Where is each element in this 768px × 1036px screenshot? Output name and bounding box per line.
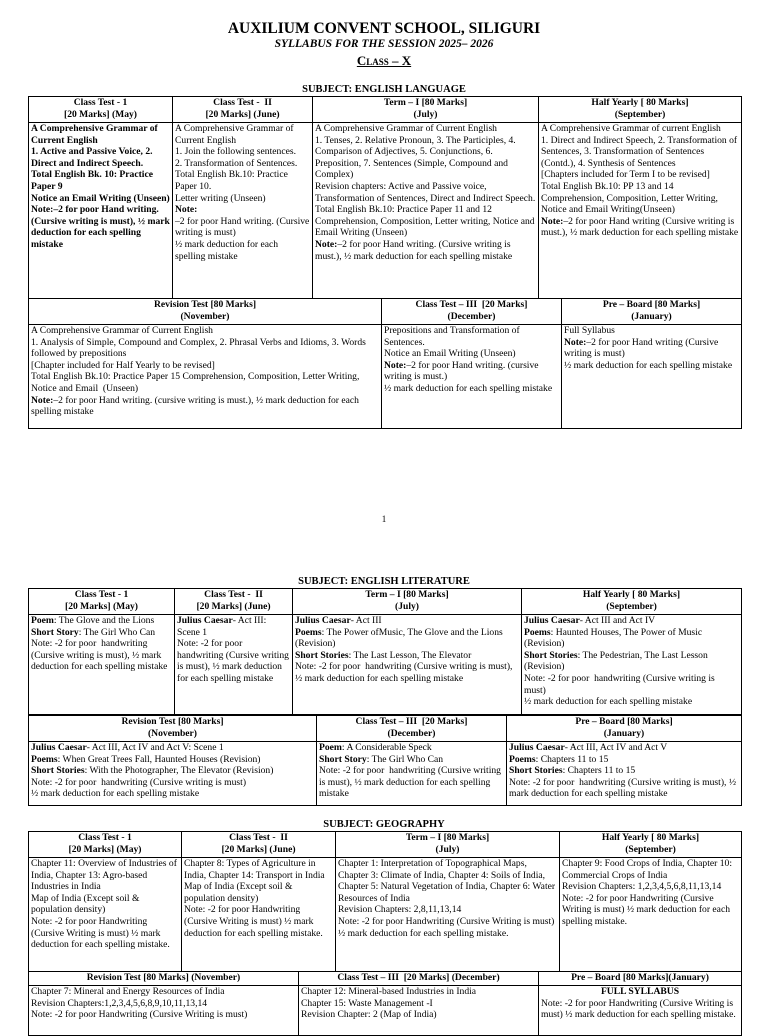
line-label: Poem [319, 742, 342, 753]
header-line: Half Yearly [ 80 Marks] [582, 589, 681, 600]
syllabus-line [315, 135, 536, 181]
syllabus-line [524, 696, 739, 708]
syllabus-line [31, 371, 379, 394]
line-label: Poems [31, 753, 58, 765]
exam-header [313, 97, 539, 123]
syllabus-line [301, 986, 536, 998]
syllabus-line [31, 146, 170, 169]
line-label: Julius Caesar [177, 615, 233, 626]
syllabus-cell [382, 325, 562, 429]
line-text: Note: -2 for poor handwriting (Cursive writing is must), ½ mark deduction for each spelling mistake [295, 661, 515, 684]
exam-header [29, 299, 382, 325]
line-text: : Haunted Houses, The Power of Music (Revision) [524, 626, 705, 650]
line-text: : The Pedestrian, The Last Lesson (Revision) [524, 649, 711, 673]
syllabus-line [301, 998, 536, 1010]
line-text: A Comprehensive Grammar of Current English [31, 123, 161, 146]
header-line: (January) [603, 727, 645, 739]
line-text: Map of India (Except soil & population density) [31, 892, 142, 916]
header-line: Class Test - 1 [74, 589, 129, 600]
line-text: Notice an Email Writing (Unseen) [31, 192, 170, 204]
line-text: Note: -2 for poor Handwriting (Cursive Writing is must) ½ mark deduction for each spelling mistake. [184, 904, 323, 939]
line-text: ½ mark deduction for each spelling mistake [31, 788, 200, 800]
syllabus-line [384, 325, 559, 348]
syllabus-line [31, 893, 179, 916]
school-name: AUXILIUM CONVENT SCHOOL, SILIGURI [227, 20, 541, 37]
header-line: Term – I [80 Marks] [405, 832, 490, 843]
geography-table [28, 831, 742, 972]
line-text: : A Considerable Speck [341, 742, 432, 753]
syllabus-line [31, 638, 172, 673]
syllabus-content-row [29, 986, 742, 1036]
header-line: (December) [387, 727, 436, 739]
header-line: (July) [413, 108, 438, 120]
line-text: Total English Bk.10: Practice Paper 10. [175, 169, 291, 192]
syllabus-cell [507, 742, 742, 806]
line-label: Note: [541, 215, 564, 227]
line-text: A Comprehensive Grammar of Current English [31, 325, 213, 336]
exam-header [173, 97, 313, 123]
header-line: Term – I [80 Marks] [365, 589, 449, 600]
syllabus-line [31, 754, 314, 766]
header-line: Class Test – III [20 Marks] [355, 716, 468, 727]
line-label: Short Story [31, 626, 79, 638]
syllabus-line [31, 788, 314, 800]
syllabus-line [319, 742, 504, 754]
line-text: Prepositions and Transformation of Sentences. [384, 325, 523, 348]
line-label: Poem [31, 615, 54, 626]
syllabus-line [315, 239, 536, 262]
line-text: Full Syllabus [564, 325, 615, 336]
line-text: Total English Bk.10: Practice Paper 11 and 12 Comprehension, Composition, Letter writing, Notice and Email Writing (Unseen) [315, 204, 537, 239]
line-text: : Chapters 11 to 15 [535, 753, 609, 765]
line-text: Total English Bk.10: PP 13 and 14 Comprehension, Composition, Letter Writing, Notice and Email Writing(Unseen) [541, 180, 721, 216]
syllabus-content-row [29, 858, 742, 972]
line-text: - Act III: Scene 1 [177, 615, 269, 638]
syllabus-line [175, 216, 310, 239]
header-line: [20 Marks] (May) [64, 108, 137, 120]
exam-header [29, 972, 299, 986]
syllabus-cell [29, 615, 175, 715]
header-line: Class Test - II [204, 589, 263, 600]
syllabus-line [384, 383, 559, 395]
syllabus-line [564, 325, 739, 337]
page-number: 1 [381, 514, 387, 524]
header-line: (November) [147, 727, 197, 739]
syllabus-line [524, 627, 739, 650]
line-text: Total English Bk.10: Practice Paper 15 Comprehension, Composition, Letter Writing, Notice and Email (Unseen) [31, 371, 362, 394]
exam-header [29, 589, 175, 615]
exam-header [507, 716, 742, 742]
syllabus-cell [539, 986, 742, 1036]
english-literature-table-lower [28, 715, 742, 806]
header-line: Half Yearly [ 80 Marks] [601, 832, 700, 843]
syllabus-cell [317, 742, 507, 806]
syllabus-cell [560, 858, 742, 972]
syllabus-cell [173, 123, 313, 299]
header-line: (November) [180, 310, 230, 322]
header-line: [20 Marks] (May) [68, 843, 142, 855]
line-text: Note: -2 for poor handwriting (Cursive writing is must), ½ mark deduction for each spelling mistake [319, 765, 504, 800]
exam-header [299, 972, 539, 986]
header-text: Pre – Board [80 Marks](January) [571, 972, 709, 983]
syllabus-line [184, 881, 333, 904]
syllabus-line [31, 998, 296, 1010]
syllabus-line [338, 916, 557, 939]
exam-header [182, 832, 336, 858]
header-line: Pre – Board [80 Marks] [575, 716, 673, 727]
line-text: ½ mark deduction for each spelling mistake [564, 359, 733, 371]
syllabus-cell [175, 615, 293, 715]
line-text: Chapter 9: Food Crops of India, Chapter 10: Commercial Crops of India [562, 858, 735, 881]
syllabus-line [31, 395, 379, 418]
header-line: Revision Test [80 Marks] [121, 716, 224, 727]
exam-header [175, 589, 293, 615]
syllabus-line [175, 158, 310, 170]
line-text: : The Glove and the Lions [53, 615, 155, 626]
syllabus-cell [299, 986, 539, 1036]
exam-header [29, 716, 317, 742]
exam-header [336, 832, 560, 858]
line-text: 1. Join the following sentences. [175, 146, 296, 158]
exam-header [539, 972, 742, 986]
syllabus-line [175, 204, 310, 216]
english-language-table-lower [28, 298, 742, 429]
syllabus-line [31, 777, 314, 789]
line-text: Note: -2 for poor handwriting (Cursive writing is must) [524, 672, 718, 696]
header-line: (September) [614, 108, 666, 120]
exam-header [560, 832, 742, 858]
syllabus-line [524, 650, 739, 673]
header-text: Revision Test [80 Marks] (November) [86, 972, 241, 983]
exam-header [317, 716, 507, 742]
syllabus-line [338, 904, 557, 916]
syllabus-line [31, 1009, 296, 1021]
line-text: : The Girl Who Can [366, 753, 444, 765]
syllabus-line [184, 858, 333, 881]
exam-header [522, 589, 742, 615]
header-line: [20 Marks] (May) [65, 600, 138, 612]
term-header-row [29, 97, 742, 123]
line-text: [Chapters included for Term I to be revised] [541, 169, 710, 181]
exam-header [539, 97, 742, 123]
line-label: Short Story [319, 753, 367, 765]
syllabus-line [31, 986, 296, 998]
line-text: A Comprehensive Grammar of Current English [315, 123, 497, 134]
syllabus-line [562, 881, 739, 893]
header-line: Pre – Board [80 Marks] [602, 299, 701, 310]
line-text: Revision Chapters: 2,8,11,13,14 [338, 904, 462, 916]
syllabus-line [541, 123, 739, 135]
line-text: : The Girl Who Can [78, 626, 156, 638]
line-text: Note: -2 for poor Handwriting (Cursive Writing is must) ½ mark deduction for each spelling mistake. [31, 915, 170, 951]
line-text: Map of India (Except soil & population density) [184, 881, 295, 904]
line-text: Letter writing (Unseen) [175, 192, 266, 204]
line-text: Note: -2 for poor handwriting (Cursive writing is must), ½ mark deduction for each spelling mistake [177, 638, 292, 684]
subject-heading-geography: SUBJECT: GEOGRAPHY [323, 819, 445, 830]
line-text: Notice an Email Writing (Unseen) [384, 348, 516, 360]
term-header-row [29, 716, 742, 742]
syllabus-content-row [29, 615, 742, 715]
line-text: 2. Transformation of Sentences. [175, 157, 298, 169]
line-label: Note: [31, 394, 54, 406]
header-line: Class Test – III [20 Marks] [415, 299, 528, 310]
line-text: Note: -2 for poor handwriting (Cursive writing is must) [31, 776, 247, 788]
line-label: Julius Caesar [31, 742, 87, 753]
line-text: ½ mark deduction for each spelling mistake [175, 238, 281, 262]
line-text: Note:–2 for poor Hand writing. (Cursive writing is must), ½ mark deduction for each spelling mistake [31, 204, 173, 250]
syllabus-line [524, 615, 739, 627]
line-label: Short Stories [295, 649, 349, 661]
syllabus-cell [29, 858, 182, 972]
syllabus-line [541, 169, 739, 181]
exam-header [29, 832, 182, 858]
line-text: : The Last Lesson, The Elevator [348, 649, 472, 661]
syllabus-line [564, 337, 739, 360]
line-label: Note: [384, 359, 407, 371]
line-text: Note: [175, 204, 198, 216]
line-label: Note: [564, 336, 587, 348]
line-text: Chapter 11: Overview of Industries of India, Chapter 13: Agro-based Industries in India [31, 858, 180, 893]
syllabus-line [175, 193, 310, 205]
header-line: (July) [435, 843, 460, 855]
syllabus-content-row [29, 123, 742, 299]
syllabus-line [562, 893, 739, 928]
syllabus-line [301, 1009, 536, 1021]
header-line: [20 Marks] (June) [196, 600, 271, 612]
syllabus-cell [29, 986, 299, 1036]
line-text: –2 for poor Hand writing. (cursive writing is must.) [384, 359, 541, 383]
syllabus-content-row [29, 742, 742, 806]
syllabus-line [31, 337, 379, 360]
syllabus-line [31, 627, 172, 639]
syllabus-line [295, 650, 519, 662]
header-line: Half Yearly [ 80 Marks] [591, 97, 689, 108]
geography-table-lower [28, 971, 742, 1036]
syllabus-line [384, 360, 559, 383]
line-text: - Act III, Act IV and Act V [564, 742, 668, 753]
header-line: Class Test - II [213, 97, 272, 108]
line-text: 1. Analysis of Simple, Compound and Complex, 2. Phrasal Verbs and Idioms, 3. Words followed by prepositions [31, 336, 369, 360]
line-text: –2 for poor Hand writing (Cursive writing is must.), ½ mark deduction for each spelling mistake [541, 215, 739, 239]
syllabus-cell [293, 615, 522, 715]
syllabus-line [177, 615, 290, 638]
syllabus-line [315, 181, 536, 204]
line-text: Chapter 7: Mineral and Energy Resources of India [31, 986, 225, 997]
syllabus-cell [29, 325, 382, 429]
line-text: Note: -2 for poor Handwriting (Cursive Writing is must) ½ mark deduction for each spelling mistake. [541, 997, 736, 1021]
line-text: Chapter 1: Interpretation of Topographical Maps, Chapter 3: Climate of India, Chapter 4: Soils of India, Chapter 5: Natural Vegetation of India, Chapter 6: Water Resources of India [338, 858, 558, 904]
syllabus-line [175, 239, 310, 262]
line-text: Note: -2 for poor handwriting (Cursive writing is must), ½ mark deduction for each spelling mistake [31, 638, 168, 673]
line-text: 1. Tenses, 2. Relative Pronoun, 3. The Participles, 4. Comparison of Adjectives, 5. Conjunctions, 6. Preposition, 7. Sentences (Simple, Compound and Complex) [315, 134, 519, 181]
line-text: Chapter 12: Mineral-based Industries in India [301, 986, 477, 997]
line-text: –2 for poor Hand writing (Cursive writing is must) [564, 336, 721, 360]
syllabus-cell [522, 615, 742, 715]
line-text: 1. Active and Passive Voice, 2. Direct and Indirect Speech. [31, 146, 155, 169]
line-text: A Comprehensive Grammar of Current English [175, 123, 296, 146]
syllabus-line [541, 998, 739, 1021]
syllabus-line [31, 169, 170, 192]
line-text: 1. Direct and Indirect Speech, 2. Transformation of Sentences, 3. Transformation of Sentences (Contd.), 4. Synthesis of Sentences [541, 134, 740, 169]
syllabus-line [319, 754, 504, 766]
line-text: –2 for poor Hand writing. (cursive writing is must.), ½ mark deduction for each spelling mistake [31, 394, 362, 418]
syllabus-cell [562, 325, 742, 429]
syllabus-cell [336, 858, 560, 972]
syllabus-line [31, 360, 379, 372]
header-line: (September) [625, 843, 676, 855]
syllabus-line [509, 777, 739, 800]
syllabus-line [31, 325, 379, 337]
syllabus-line [175, 146, 310, 158]
syllabus-line [564, 360, 739, 372]
line-text: Note: -2 for poor Handwriting (Cursive Writing is must) [31, 1009, 248, 1021]
exam-header [293, 589, 522, 615]
line-label: Note: [315, 238, 338, 250]
line-label: Julius Caesar [524, 615, 580, 626]
syllabus-line [175, 169, 310, 192]
line-text: : The Power ofMusic, The Glove and the Lions (Revision) [295, 626, 506, 650]
subject-heading-english-literature: SUBJECT: ENGLISH LITERATURE [298, 576, 470, 587]
syllabus-line [295, 627, 519, 650]
exam-header [382, 299, 562, 325]
syllabus-line [177, 638, 290, 684]
line-text: –2 for poor Hand writing. (Cursive writing is must.), ½ mark deduction for each spelling mistake [315, 238, 513, 262]
line-text: - Act III and Act IV [579, 615, 656, 626]
line-label: Short Stories [524, 649, 578, 661]
syllabus-line [31, 193, 170, 205]
line-text: Total English Bk. 10: Practice Paper 9 [31, 169, 156, 192]
session-title: SYLLABUS FOR THE SESSION 2025– 2026 [274, 38, 494, 50]
syllabus-cell [182, 858, 336, 972]
term-header-row [29, 832, 742, 858]
exam-header [562, 299, 742, 325]
line-label: Short Stories [509, 765, 563, 777]
syllabus-line [315, 204, 536, 239]
line-text: [Chapter included for Half Yearly to be revised] [31, 359, 215, 371]
header-line: Term – I [80 Marks] [383, 97, 468, 108]
line-text: Note: -2 for poor handwriting (Cursive writing is must), ½ mark deduction for each spelling mistake [509, 776, 739, 800]
header-line: (January) [631, 310, 672, 322]
syllabus-line [31, 916, 179, 951]
syllabus-line [31, 123, 170, 146]
class-title: Class – X [356, 53, 412, 68]
syllabus-line [31, 204, 173, 250]
line-label: Poems [295, 626, 322, 638]
syllabus-line [509, 742, 739, 754]
line-text: Note: -2 for poor Handwriting (Cursive Writing is must) ½ mark deduction for each spelling mistake. [338, 915, 557, 939]
line-label: Poems [524, 626, 551, 638]
header-line: [20 Marks] (June) [221, 843, 296, 855]
header-line: (September) [606, 600, 657, 612]
line-label: Julius Caesar [295, 615, 351, 626]
syllabus-line [562, 858, 739, 881]
term-header-row [29, 972, 742, 986]
line-text: : With the Photographer, The Elevator (Revision) [84, 765, 274, 777]
header-line: (July) [395, 600, 419, 612]
line-text: : Chapters 11 to 15 [562, 765, 636, 777]
line-text: : When Great Trees Fall, Haunted Houses (Revision) [57, 753, 261, 765]
line-text: ½ mark deduction for each spelling mistake [384, 382, 553, 394]
line-text: A Comprehensive Grammar of current English [541, 123, 721, 134]
syllabus-line [315, 123, 536, 135]
line-text: Chapter 15: Waste Management -I [301, 997, 433, 1009]
syllabus-line [338, 858, 557, 904]
exam-header [29, 97, 173, 123]
english-language-table [28, 96, 742, 299]
line-text: Revision Chapters: 1,2,3,4,5,6,8,11,13,14 [562, 881, 722, 893]
syllabus-line [524, 673, 739, 696]
line-text: ½ mark deduction for each spelling mistake [524, 696, 693, 708]
header-line: Class Test - 1 [78, 832, 132, 843]
syllabus-cell [313, 123, 539, 299]
line-label: Short Stories [31, 765, 85, 777]
syllabus-line [31, 765, 314, 777]
syllabus-line [384, 348, 559, 360]
syllabus-line [541, 181, 739, 216]
syllabus-line [31, 615, 172, 627]
syllabus-cell [29, 742, 317, 806]
term-header-row [29, 589, 742, 615]
syllabus-cell [29, 123, 173, 299]
line-text: - Act III [350, 615, 382, 626]
subject-heading-english-language: SUBJECT: ENGLISH LANGUAGE [302, 84, 466, 95]
syllabus-line [184, 904, 333, 939]
header-line: Class Test - II [229, 832, 288, 843]
syllabus-line [295, 615, 519, 627]
header-line: (December) [447, 310, 496, 322]
line-text: Revision Chapter: 2 (Map of India) [301, 1009, 437, 1021]
syllabus-line [31, 742, 314, 754]
header-line: Revision Test [80 Marks] [153, 299, 257, 310]
syllabus-line [295, 661, 519, 684]
line-text: Revision chapters: Active and Passive voice, Transformation of Sentences, Direct and Indirect Speech. [315, 180, 536, 204]
syllabus-line [541, 135, 739, 170]
syllabus-line [175, 123, 310, 146]
line-text: Note: -2 for poor Handwriting (Cursive Writing is must) ½ mark deduction for each spelling mistake. [562, 892, 733, 927]
line-text: Chapter 8: Types of Agriculture in India, Chapter 14: Transport in India [184, 858, 325, 881]
header-line: Class Test - 1 [73, 97, 128, 108]
syllabus-line [319, 765, 504, 800]
line-label: Poems [509, 753, 536, 765]
english-literature-table [28, 588, 742, 715]
syllabus-line [541, 216, 739, 239]
syllabus-line [509, 765, 739, 777]
line-text: –2 for poor Hand writing. (Cursive writing is must) [175, 215, 312, 239]
syllabus-cell [539, 123, 742, 299]
header-line: [20 Marks] (June) [205, 108, 280, 120]
line-text: Revision Chapters:1,2,3,4,5,6,8,9,10,11,13,14 [31, 997, 208, 1009]
term-header-row [29, 299, 742, 325]
syllabus-content-row [29, 325, 742, 429]
header-text: Class Test – III [20 Marks] (December) [337, 972, 500, 983]
line-text: - Act III, Act IV and Act V: Scene 1 [86, 742, 224, 753]
section-label: FULL SYLLABUS [600, 986, 680, 997]
syllabus-line [509, 754, 739, 766]
line-label: Julius Caesar [509, 742, 565, 753]
syllabus-line [31, 858, 179, 893]
